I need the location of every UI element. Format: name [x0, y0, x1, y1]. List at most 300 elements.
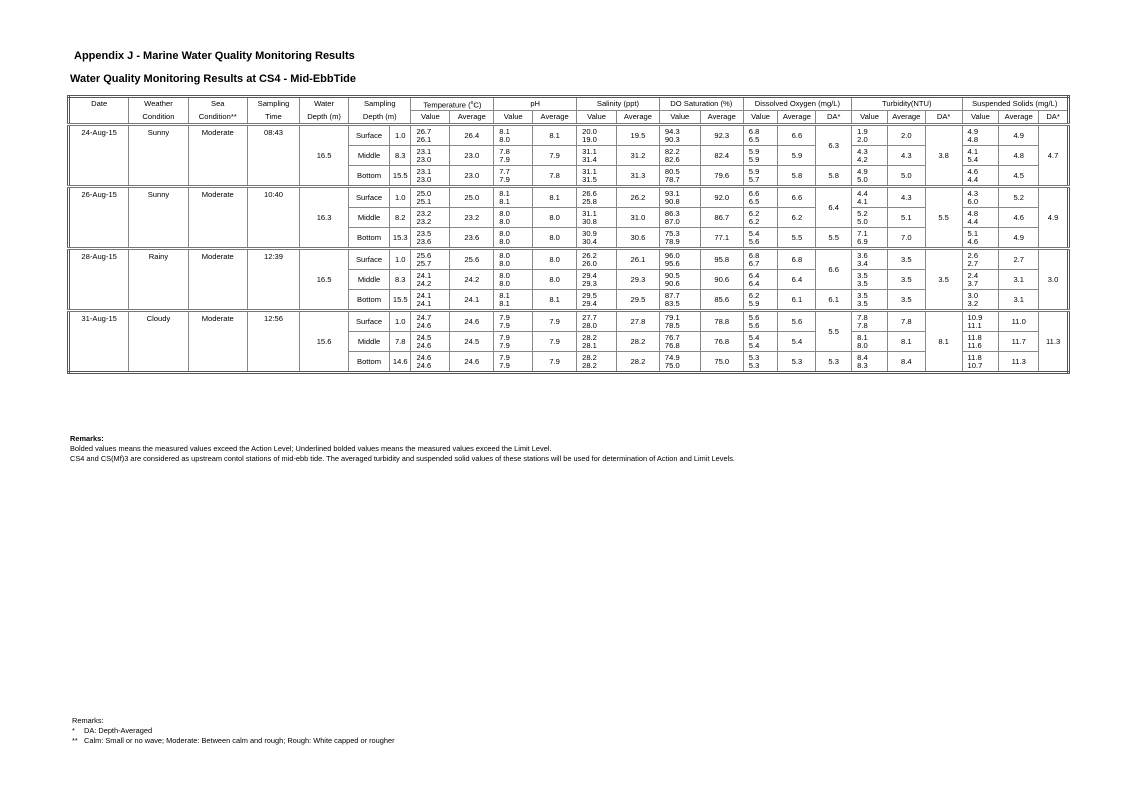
- ss-values-cell-reading-2: 4.4: [967, 174, 979, 184]
- dosat-average-cell: 78.8: [700, 311, 743, 332]
- dosat-average-cell: 82.4: [700, 146, 743, 166]
- ss-values-cell-reading-1: 2.6: [967, 250, 979, 260]
- temp-values-cell-reading-1: 26.7: [416, 126, 432, 136]
- ss-values-cell-reading-1: 3.0: [967, 290, 979, 300]
- temp-average-cell: 25.0: [450, 187, 494, 208]
- turbidity-values-cell-reading-1: 4.3: [857, 146, 868, 156]
- sampling-day-group: [69, 249, 1069, 311]
- do-average-cell: 6.8: [778, 249, 816, 270]
- water-depth-cell: 16.3: [300, 187, 349, 249]
- date-cell: 31-Aug-15: [69, 311, 129, 373]
- temp-values-cell: [411, 228, 450, 249]
- salinity-values-cell-reading-1: 30.9: [582, 228, 597, 238]
- salinity-values-cell: [577, 146, 617, 166]
- turbidity-values-cell: [852, 146, 888, 166]
- salinity-values-cell-reading-1: 28.2: [582, 352, 597, 362]
- dosat-average-cell: 77.1: [700, 228, 743, 249]
- ph-average-cell: 7.9: [533, 352, 577, 373]
- subheader-do-da: DA*: [816, 111, 852, 125]
- turbidity-average-cell: 7.0: [887, 228, 925, 249]
- ss-values-cell: [962, 270, 999, 290]
- turbidity-depth-averaged-cell: 3.8: [925, 125, 962, 187]
- temp-average-cell: 26.4: [450, 125, 494, 146]
- remarks-line-2: CS4 and CS(Mf)3 are considered as upstream contol stations of mid-ebb tide. The averaged turbidity and suspended solid values of these stations will be used for determination of Action and Limit Levels.: [70, 454, 735, 463]
- turbidity-values-cell: [852, 249, 888, 270]
- subheader-turb-da: DA*: [925, 111, 962, 125]
- level-depth-cell: 15.3: [390, 228, 411, 249]
- sampling-time-cell: 12:39: [247, 249, 299, 311]
- header-temperature-unit: C): [473, 100, 482, 110]
- level-depth-cell: 1.0: [390, 311, 411, 332]
- dosat-average-cell: 79.6: [700, 166, 743, 187]
- do-values-cell-reading-2: 6.5: [748, 196, 760, 206]
- ss-values-cell: [962, 146, 999, 166]
- sampling-time-cell: 12:56: [247, 311, 299, 373]
- salinity-average-cell: 27.8: [616, 311, 659, 332]
- turbidity-values-cell-reading-1: 1.9: [857, 126, 868, 136]
- do-values-cell-reading-1: 5.4: [748, 332, 760, 342]
- ss-values-cell-reading-1: 11.8: [967, 352, 982, 362]
- salinity-values-cell: [577, 187, 617, 208]
- do-values-cell-reading-2: 5.9: [748, 298, 760, 308]
- temp-values-cell-reading-1: 25.0: [416, 188, 432, 198]
- ss-values-cell: [962, 249, 999, 270]
- header-weather: Weather: [129, 97, 188, 111]
- temp-values-cell: [411, 125, 450, 146]
- do-bottom-da-cell: 6.1: [816, 290, 852, 311]
- sea-condition-cell: Moderate: [188, 125, 247, 187]
- water-quality-table: [67, 95, 1070, 374]
- subheader-ss-average: Average: [999, 111, 1039, 125]
- dosat-values-cell: [659, 208, 700, 228]
- temp-values-cell-reading-2: 24.6: [416, 340, 432, 350]
- weather-cell: Rainy: [129, 249, 188, 311]
- temp-values-cell-reading-1: 24.6: [416, 352, 432, 362]
- turbidity-values-cell-reading-2: 8.0: [857, 340, 868, 350]
- ss-values-cell-reading-1: 4.3: [967, 188, 979, 198]
- turbidity-values-cell-reading-2: 7.8: [857, 320, 868, 330]
- level-depth-cell: 15.5: [390, 166, 411, 187]
- table-row: [69, 249, 1069, 270]
- header-sampling: Sampling: [247, 97, 299, 111]
- ss-values-cell-reading-2: 6.0: [967, 196, 979, 206]
- do-values-cell-reading-1: 6.4: [748, 270, 760, 280]
- do-average-cell: 5.6: [778, 311, 816, 332]
- sampling-day-group: [69, 125, 1069, 187]
- ss-values-cell: [962, 290, 999, 311]
- ph-values-cell-reading-2: 8.1: [499, 298, 510, 308]
- turbidity-depth-averaged-cell: 8.1: [925, 311, 962, 373]
- salinity-values-cell-reading-2: 28.0: [582, 320, 597, 330]
- turbidity-average-cell: 3.5: [887, 290, 925, 311]
- header-sea: Sea: [188, 97, 247, 111]
- do-values-cell-reading-1: 5.9: [748, 146, 760, 156]
- temp-values-cell: [411, 249, 450, 270]
- salinity-values-cell-reading-1: 29.4: [582, 270, 597, 280]
- dosat-values-cell-reading-1: 75.3: [664, 228, 680, 238]
- ss-values-cell: [962, 166, 999, 187]
- ss-values-cell-reading-2: 3.2: [967, 298, 979, 308]
- temp-values-cell-reading-1: 23.2: [416, 208, 432, 218]
- salinity-values-cell-reading-2: 31.5: [582, 174, 597, 184]
- dosat-values-cell-reading-1: 87.7: [664, 290, 680, 300]
- dosat-values-cell-reading-1: 79.1: [664, 312, 680, 322]
- level-depth-cell: 15.5: [390, 290, 411, 311]
- salinity-values-cell: [577, 166, 617, 187]
- salinity-average-cell: 29.3: [616, 270, 659, 290]
- turbidity-average-cell: 8.1: [887, 332, 925, 352]
- do-values-cell: [743, 146, 778, 166]
- turbidity-values-cell-reading-1: 7.1: [857, 228, 868, 238]
- salinity-values-cell-reading-2: 28.2: [582, 360, 597, 370]
- do-depth-averaged-cell: 5.5: [816, 311, 852, 352]
- salinity-values-cell: [577, 208, 617, 228]
- salinity-average-cell: 29.5: [616, 290, 659, 311]
- temp-values-cell-reading-1: 23.1: [416, 166, 432, 176]
- ss-values-cell-reading-1: 4.6: [967, 166, 979, 176]
- date-cell: 26-Aug-15: [69, 187, 129, 249]
- temp-average-cell: 23.0: [450, 146, 494, 166]
- salinity-average-cell: 26.1: [616, 249, 659, 270]
- ph-values-cell-reading-1: 8.0: [499, 208, 510, 218]
- turbidity-values-cell: [852, 311, 888, 332]
- ss-values-cell: [962, 125, 999, 146]
- ph-values-cell-reading-1: 7.9: [499, 352, 510, 362]
- footnote-da: [72, 726, 395, 736]
- salinity-values-cell-reading-2: 19.0: [582, 134, 597, 144]
- temp-values-cell-reading-2: 26.1: [416, 134, 432, 144]
- turbidity-average-cell: 2.0: [887, 125, 925, 146]
- do-depth-averaged-cell: 6.6: [816, 249, 852, 290]
- do-average-cell: 6.2: [778, 208, 816, 228]
- do-average-cell: 5.5: [778, 228, 816, 249]
- ss-values-cell-reading-2: 3.7: [967, 278, 979, 288]
- subheader-turb-value: Value: [852, 111, 888, 125]
- salinity-values-cell-reading-2: 30.8: [582, 216, 597, 226]
- temp-values-cell-reading-2: 23.2: [416, 216, 432, 226]
- temp-values-cell-reading-1: 24.1: [416, 270, 432, 280]
- subheader-ph-value: Value: [494, 111, 533, 125]
- ss-values-cell: [962, 311, 999, 332]
- subheader-temp-value: Value: [411, 111, 450, 125]
- ss-average-cell: 4.9: [999, 125, 1039, 146]
- dosat-values-cell-reading-2: 95.6: [664, 258, 680, 268]
- header-suspended-solids: Suspended Solids (mg/L): [962, 97, 1068, 111]
- ss-values-cell-reading-2: 11.6: [967, 340, 982, 350]
- dosat-values-cell-reading-2: 87.0: [664, 216, 680, 226]
- do-values-cell: [743, 166, 778, 187]
- ph-values-cell: [494, 270, 533, 290]
- do-values-cell-reading-1: 5.4: [748, 228, 760, 238]
- remarks-section: [70, 434, 735, 464]
- temp-average-cell: 23.2: [450, 208, 494, 228]
- ph-values-cell: [494, 290, 533, 311]
- ss-values-cell-reading-1: 10.9: [967, 312, 983, 322]
- turbidity-depth-averaged-cell: 5.5: [925, 187, 962, 249]
- subheader-do-value: Value: [743, 111, 778, 125]
- subheader-do-average: Average: [778, 111, 816, 125]
- ph-values-cell-reading-2: 7.9: [499, 320, 510, 330]
- temp-values-cell: [411, 208, 450, 228]
- turbidity-values-cell-reading-1: 8.1: [857, 332, 868, 342]
- turbidity-values-cell: [852, 125, 888, 146]
- ph-values-cell: [494, 249, 533, 270]
- turbidity-values-cell-reading-1: 8.4: [857, 352, 868, 362]
- dosat-average-cell: 85.6: [700, 290, 743, 311]
- dosat-values-cell-reading-1: 86.3: [664, 208, 680, 218]
- ph-average-cell: 8.0: [533, 249, 577, 270]
- salinity-values-cell: [577, 352, 617, 373]
- ss-average-cell: 5.2: [999, 187, 1039, 208]
- salinity-values-cell-reading-1: 26.6: [582, 188, 597, 198]
- do-values-cell-reading-1: 6.8: [748, 250, 760, 260]
- temp-average-cell: 23.0: [450, 166, 494, 187]
- do-average-cell: 6.4: [778, 270, 816, 290]
- salinity-average-cell: 19.5: [616, 125, 659, 146]
- turbidity-values-cell-reading-1: 7.8: [857, 312, 868, 322]
- turbidity-values-cell-reading-2: 8.3: [857, 360, 868, 370]
- dosat-values-cell: [659, 146, 700, 166]
- ph-values-cell-reading-2: 8.1: [499, 196, 510, 206]
- ph-values-cell-reading-2: 7.9: [499, 154, 510, 164]
- ph-values-cell: [494, 146, 533, 166]
- ph-values-cell-reading-1: 7.7: [499, 166, 510, 176]
- dosat-values-cell: [659, 352, 700, 373]
- subheader-sampling-depth: Depth (m): [349, 111, 411, 125]
- temp-values-cell-reading-2: 23.0: [416, 174, 432, 184]
- dosat-average-cell: 92.3: [700, 125, 743, 146]
- header-do-saturation: DO Saturation (%): [659, 97, 743, 111]
- ss-values-cell: [962, 228, 999, 249]
- ss-values-cell-reading-1: 4.9: [967, 126, 979, 136]
- turbidity-average-cell: 5.1: [887, 208, 925, 228]
- remarks-line-1: Bolded values means the measured values exceed the Action Level; Underlined bolded values means the measured values exceed the Limit Level.: [70, 444, 552, 453]
- subheader-condition-sea: Condition**: [188, 111, 247, 125]
- temp-values-cell-reading-2: 24.2: [416, 278, 432, 288]
- ph-values-cell-reading-1: 7.9: [499, 332, 510, 342]
- level-name-cell: Surface: [349, 187, 390, 208]
- dosat-values-cell: [659, 332, 700, 352]
- ph-values-cell-reading-1: 8.1: [499, 290, 510, 300]
- do-values-cell-reading-2: 5.6: [748, 236, 760, 246]
- ss-average-cell: 4.9: [999, 228, 1039, 249]
- header-dissolved-oxygen: Dissolved Oxygen (mg/L): [743, 97, 851, 111]
- header-salinity: Salinity (ppt): [577, 97, 660, 111]
- sea-condition-cell: Moderate: [188, 249, 247, 311]
- dosat-values-cell-reading-2: 78.5: [664, 320, 680, 330]
- turbidity-values-cell-reading-2: 4.1: [857, 196, 868, 206]
- ss-values-cell: [962, 187, 999, 208]
- turbidity-values-cell-reading-2: 4.2: [857, 154, 868, 164]
- do-values-cell: [743, 290, 778, 311]
- ph-values-cell-reading-1: 7.9: [499, 312, 510, 322]
- do-values-cell-reading-2: 6.4: [748, 278, 760, 288]
- ss-average-cell: 11.7: [999, 332, 1039, 352]
- salinity-values-cell: [577, 311, 617, 332]
- do-values-cell-reading-2: 6.7: [748, 258, 760, 268]
- header-turbidity: Turbidity(NTU): [852, 97, 962, 111]
- ph-average-cell: 7.9: [533, 146, 577, 166]
- ph-values-cell: [494, 311, 533, 332]
- do-average-cell: 6.6: [778, 125, 816, 146]
- dosat-values-cell-reading-2: 83.5: [664, 298, 680, 308]
- dosat-values-cell-reading-1: 96.0: [664, 250, 680, 260]
- do-values-cell-reading-2: 5.9: [748, 154, 760, 164]
- water-depth-cell: 16.5: [300, 125, 349, 187]
- level-depth-cell: 7.8: [390, 332, 411, 352]
- ss-depth-averaged-cell: 4.7: [1039, 125, 1069, 187]
- salinity-values-cell-reading-1: 31.1: [582, 208, 597, 218]
- ph-values-cell-reading-2: 7.9: [499, 360, 510, 370]
- ph-values-cell-reading-2: 7.9: [499, 174, 510, 184]
- ss-values-cell: [962, 352, 999, 373]
- salinity-values-cell-reading-1: 26.2: [582, 250, 597, 260]
- header-sampling-depth: Sampling: [349, 97, 411, 111]
- ph-values-cell: [494, 187, 533, 208]
- dosat-values-cell: [659, 228, 700, 249]
- header-temperature-label: Temperature (: [423, 100, 471, 110]
- date-cell: 28-Aug-15: [69, 249, 129, 311]
- dosat-values-cell-reading-2: 75.0: [664, 360, 680, 370]
- table-row: [69, 125, 1069, 146]
- ph-values-cell-reading-1: 8.0: [499, 270, 510, 280]
- do-average-cell: 5.4: [778, 332, 816, 352]
- remarks-heading-text: Remarks:: [70, 434, 104, 443]
- temp-values-cell-reading-2: 25.1: [416, 196, 432, 206]
- date-cell: 24-Aug-15: [69, 125, 129, 187]
- ss-values-cell-reading-1: 5.1: [967, 228, 979, 238]
- ph-average-cell: 8.1: [533, 290, 577, 311]
- footnotes-section: [72, 716, 395, 746]
- do-values-cell-reading-2: 5.6: [748, 320, 760, 330]
- salinity-values-cell-reading-2: 29.3: [582, 278, 597, 288]
- turbidity-values-cell-reading-1: 5.2: [857, 208, 868, 218]
- ss-average-cell: 3.1: [999, 290, 1039, 311]
- do-values-cell: [743, 228, 778, 249]
- footnote-da-text: DA: Depth-Averaged: [84, 726, 153, 735]
- table-row: [69, 187, 1069, 208]
- dosat-values-cell-reading-2: 78.9: [664, 236, 680, 246]
- ss-values-cell-reading-1: 4.8: [967, 208, 979, 218]
- level-name-cell: Surface: [349, 125, 390, 146]
- ph-values-cell-reading-2: 8.0: [499, 278, 510, 288]
- temp-values-cell: [411, 352, 450, 373]
- do-bottom-da-cell: 5.8: [816, 166, 852, 187]
- dosat-values-cell-reading-2: 76.8: [664, 340, 680, 350]
- header-temperature: [411, 97, 494, 111]
- ph-average-cell: 8.0: [533, 208, 577, 228]
- level-depth-cell: 1.0: [390, 125, 411, 146]
- salinity-average-cell: 31.0: [616, 208, 659, 228]
- dosat-values-cell-reading-1: 82.2: [664, 146, 680, 156]
- do-values-cell-reading-1: 5.9: [748, 166, 760, 176]
- temp-values-cell-reading-1: 25.6: [416, 250, 432, 260]
- salinity-values-cell-reading-2: 28.1: [582, 340, 597, 350]
- dosat-values-cell: [659, 125, 700, 146]
- level-depth-cell: 1.0: [390, 187, 411, 208]
- salinity-values-cell-reading-2: 25.8: [582, 196, 597, 206]
- turbidity-average-cell: 5.0: [887, 166, 925, 187]
- subheader-time: Time: [247, 111, 299, 125]
- salinity-average-cell: 26.2: [616, 187, 659, 208]
- dosat-average-cell: 75.0: [700, 352, 743, 373]
- level-name-cell: Middle: [349, 208, 390, 228]
- turbidity-values-cell-reading-1: 4.9: [857, 166, 868, 176]
- ph-average-cell: 8.1: [533, 125, 577, 146]
- temp-values-cell-reading-1: 24.1: [416, 290, 432, 300]
- ss-values-cell-reading-1: 4.1: [967, 146, 979, 156]
- dosat-values-cell-reading-1: 80.5: [664, 166, 680, 176]
- dosat-values-cell: [659, 290, 700, 311]
- temp-values-cell-reading-2: 24.6: [416, 360, 432, 370]
- turbidity-average-cell: 4.3: [887, 146, 925, 166]
- ph-values-cell: [494, 125, 533, 146]
- temp-values-cell-reading-2: 23.0: [416, 154, 432, 164]
- salinity-values-cell-reading-1: 31.1: [582, 166, 597, 176]
- turbidity-values-cell-reading-2: 5.0: [857, 216, 868, 226]
- salinity-values-cell-reading-1: 31.1: [582, 146, 597, 156]
- salinity-values-cell-reading-2: 30.4: [582, 236, 597, 246]
- footnote-sea-mark: **: [72, 736, 78, 745]
- turbidity-average-cell: 8.4: [887, 352, 925, 373]
- level-name-cell: Middle: [349, 270, 390, 290]
- dosat-values-cell-reading-1: 93.1: [664, 188, 680, 198]
- dosat-average-cell: 90.6: [700, 270, 743, 290]
- turbidity-values-cell-reading-2: 6.9: [857, 236, 868, 246]
- salinity-average-cell: 31.3: [616, 166, 659, 187]
- ss-depth-averaged-cell: 11.3: [1039, 311, 1069, 373]
- turbidity-average-cell: 4.3: [887, 187, 925, 208]
- do-depth-averaged-cell: 6.3: [816, 125, 852, 166]
- header-blank: [69, 111, 129, 125]
- ph-values-cell-reading-1: 7.8: [499, 146, 510, 156]
- weather-cell: Sunny: [129, 187, 188, 249]
- salinity-values-cell-reading-1: 27.7: [582, 312, 597, 322]
- ph-values-cell-reading-2: 7.9: [499, 340, 510, 350]
- do-values-cell: [743, 311, 778, 332]
- subheader-ss-value: Value: [962, 111, 999, 125]
- ss-values-cell-reading-2: 5.4: [967, 154, 979, 164]
- water-depth-cell: 16.5: [300, 249, 349, 311]
- subheader-temp-average: Average: [450, 111, 494, 125]
- do-values-cell-reading-1: 6.2: [748, 208, 760, 218]
- temp-values-cell: [411, 311, 450, 332]
- subheader-ss-da: DA*: [1039, 111, 1069, 125]
- do-values-cell: [743, 125, 778, 146]
- temp-values-cell-reading-1: 23.1: [416, 146, 432, 156]
- dosat-values-cell-reading-2: 90.6: [664, 278, 680, 288]
- do-values-cell-reading-2: 5.3: [748, 360, 760, 370]
- remarks-heading: [70, 434, 735, 444]
- sampling-day-group: [69, 187, 1069, 249]
- salinity-values-cell-reading-2: 26.0: [582, 258, 597, 268]
- subheader-ph-average: Average: [533, 111, 577, 125]
- ss-values-cell-reading-2: 2.7: [967, 258, 979, 268]
- turbidity-values-cell-reading-2: 3.5: [857, 298, 868, 308]
- ss-depth-averaged-cell: 3.0: [1039, 249, 1069, 311]
- results-table-container: [67, 95, 1070, 374]
- temp-average-cell: 24.5: [450, 332, 494, 352]
- dosat-values-cell-reading-2: 90.3: [664, 134, 680, 144]
- turbidity-values-cell-reading-1: 3.5: [857, 290, 868, 300]
- dosat-average-cell: 95.8: [700, 249, 743, 270]
- ph-values-cell-reading-2: 8.0: [499, 216, 510, 226]
- dosat-values-cell: [659, 187, 700, 208]
- ss-values-cell-reading-1: 11.8: [967, 332, 982, 342]
- do-average-cell: 6.6: [778, 187, 816, 208]
- ph-values-cell-reading-1: 8.0: [499, 250, 510, 260]
- do-values-cell: [743, 352, 778, 373]
